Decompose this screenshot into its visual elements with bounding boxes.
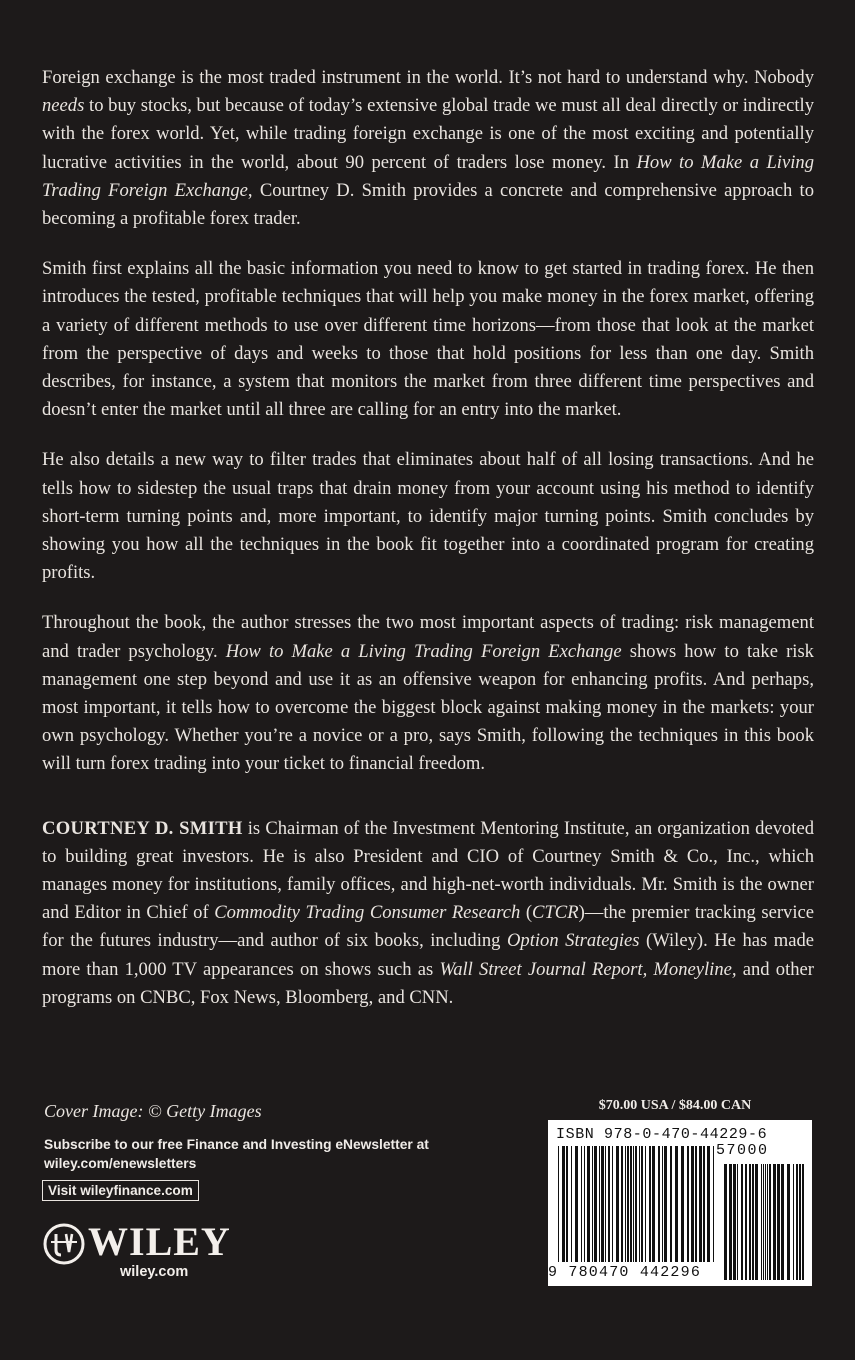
barcode-bar [733,1164,736,1280]
barcode-bar [630,1146,632,1262]
ean-digits: 9 780470 442296 [548,1264,702,1281]
barcode-bar [724,1164,727,1280]
intro-text-3: , Courtney D. Smith provides a concrete and comprehensive approach to becoming a profitable forex trader. [42,179,815,230]
barcode-bar [649,1146,651,1262]
barcode-bar [767,1164,768,1280]
barcode-bar [802,1164,804,1280]
intro-text-1: Foreign exchange is the most traded instrument in the world. It’s not hard to understand why. Nobody [42,67,814,88]
barcode-bar [581,1146,582,1262]
bio-italic-ctcr-name: Commodity Trading Consumer Research [214,902,521,924]
paragraph-risk [42,609,814,778]
wiley-url: wiley.com [120,1264,189,1280]
barcode-bar [755,1164,758,1280]
bio-italic-ctcr: CTCR [532,902,579,924]
isbn-number: ISBN 978-0-470-44229-6 [556,1126,768,1143]
risk-book-title: How to Make a Living Trading Foreign Exchange [225,640,622,662]
barcode-bar [687,1146,689,1262]
barcode-bar [599,1146,600,1262]
bio-text-2: ( [520,902,533,924]
barcode-bar [608,1146,610,1262]
barcode-bar [777,1164,780,1280]
barcode-bar [633,1146,634,1262]
barcode-bar [594,1146,597,1262]
barcode-panel [548,1120,812,1286]
newsletter-line: Subscribe to our free Finance and Investing eNewsletter at [44,1137,429,1152]
barcode-bar [587,1146,590,1262]
barcode-bar [769,1164,771,1280]
barcode-bar [796,1164,798,1280]
risk-text-2: shows how to take risk management one step beyond and use it as an offensive weapon for enhancing profits. And perhaps, most important, it tells how to overcome the biggest block against making money in the markets: your own psychology. Whether you’re a novice or a pro, says Smith, following the techniques in this book will turn forex trading into your ticket to financial freedom. [42,640,814,775]
barcode-bar [639,1146,640,1262]
barcode-bar [571,1146,572,1262]
barcode-bar [645,1146,646,1262]
barcode-bar [691,1146,694,1262]
barcode-bar [745,1164,747,1280]
barcode-bar [749,1164,751,1280]
newsletter-url[interactable]: wiley.com/enewsletters [44,1156,197,1171]
visit-wileyfinance-link[interactable]: Visit wileyfinance.com [42,1180,199,1201]
barcode-bar [621,1146,623,1262]
barcode-bar [616,1146,619,1262]
barcode-bar [662,1146,663,1262]
barcode-bar [787,1164,790,1280]
back-cover-copy [42,64,814,1034]
barcode-bar [612,1146,613,1262]
barcode-bar [707,1146,710,1262]
barcode-bar [664,1146,667,1262]
barcode-bar [773,1164,776,1280]
barcode-bar [584,1146,585,1262]
barcode-bar [601,1146,604,1262]
barcode-bar [703,1146,705,1262]
bio-italic-shows: Wall Street Journal Report, Moneyline, [439,958,737,980]
barcode-bar [681,1146,684,1262]
barcode-bar [658,1146,660,1262]
barcode-bar [558,1146,559,1262]
intro-book-title: How to Make a Living Trading Foreign Exchange [42,151,814,201]
barcode-bar [592,1146,593,1262]
barcode-bar [741,1164,743,1280]
barcode-bar [713,1146,714,1262]
barcode-bar [605,1146,606,1262]
barcode-bar [737,1164,738,1280]
barcode-bar [566,1146,568,1262]
barcode-bar [765,1164,766,1280]
price-label: $70.00 USA / $84.00 CAN [598,1098,752,1113]
paragraph-techniques: Smith first explains all the basic information you need to know to get started in trading forex. He then introduces the tested, profitable techniques that will help you make money in the forex market, offering a variety of different methods to use over different time horizons—from those that look at the market from the perspective of days and weeks to those that hold positions for less than one day. Smith describes, for instance, a system that monitors the market from three different time perspectives and doesn’t enter the market until all three are calling for an entry into the market. [42,258,814,421]
bio-italic-option-strategies: Option Strategies [506,930,640,952]
barcode-bar [675,1146,678,1262]
barcode-bar [575,1146,578,1262]
barcode-bars [548,1120,812,1286]
bio-text-5: and other programs on CNBC, Fox News, Bloomberg, and CNN. [42,958,814,1008]
barcode-bar [752,1164,754,1280]
intro-text-2: to buy stocks, but because of today’s extensive global trade we must all deal directly or indirectly with the forex world. Yet, while trading foreign exchange is one of the most exciting and potentially lucrative activities in the world, about 90 percent of traders lose money. In [42,95,814,173]
bio-text-1: is Chairman of the Investment Mentoring Institute, an organization devoted to building great investors. He is also President and CIO of Courtney Smith & Co., Inc., which manages money for institutions, family offices, and high-net-worth individuals. Mr. Smith is the owner and Editor in Chief of [42,817,814,924]
barcode-bar [793,1164,794,1280]
author-bio [42,815,814,1012]
newsletter-notice [44,1135,444,1173]
barcode-bar [625,1146,626,1262]
barcode-bar [763,1164,764,1280]
risk-text-1: Throughout the book, the author stresses the two most important aspects of trading: risk management and trader psychology. [42,612,814,662]
barcode-bar [799,1164,801,1280]
paragraph-intro [42,64,814,233]
bio-text-4: (Wiley). He has made more than 1,000 TV appearances on shows such as [42,930,814,980]
barcode-bar [699,1146,702,1262]
wiley-logo [42,1216,232,1286]
barcode-bar [729,1164,732,1280]
wiley-seal-icon [42,1222,86,1266]
paragraph-filter: He also details a new way to filter trades that eliminates about half of all losing transactions. And he tells how to sidestep the usual traps that drain money from your account using his method to identify short-term turning points and, more important, to identify major turning points. Smith concludes by showing you how all the techniques in the book fit together into a coordinated program for creating profits. [42,449,814,584]
barcode-bar [635,1146,637,1262]
cover-image-credit: Cover Image: © Getty Images [44,1101,262,1121]
barcode-bar [641,1146,643,1262]
bio-text-3: )—the premier tracking service for the futures industry—and author of six books, including [42,902,815,952]
barcode-bar [761,1164,762,1280]
barcode-bar [670,1146,672,1262]
price-code: 57000 [716,1142,769,1159]
barcode-bar [562,1146,565,1262]
barcode-bar [627,1146,629,1262]
barcode-bar [781,1164,784,1280]
author-name: COURTNEY D. SMITH [42,817,243,839]
wiley-wordmark: WILEY [88,1219,231,1264]
intro-emphasis-needs: needs [42,95,85,117]
barcode-bar [695,1146,697,1262]
barcode-bar [652,1146,655,1262]
